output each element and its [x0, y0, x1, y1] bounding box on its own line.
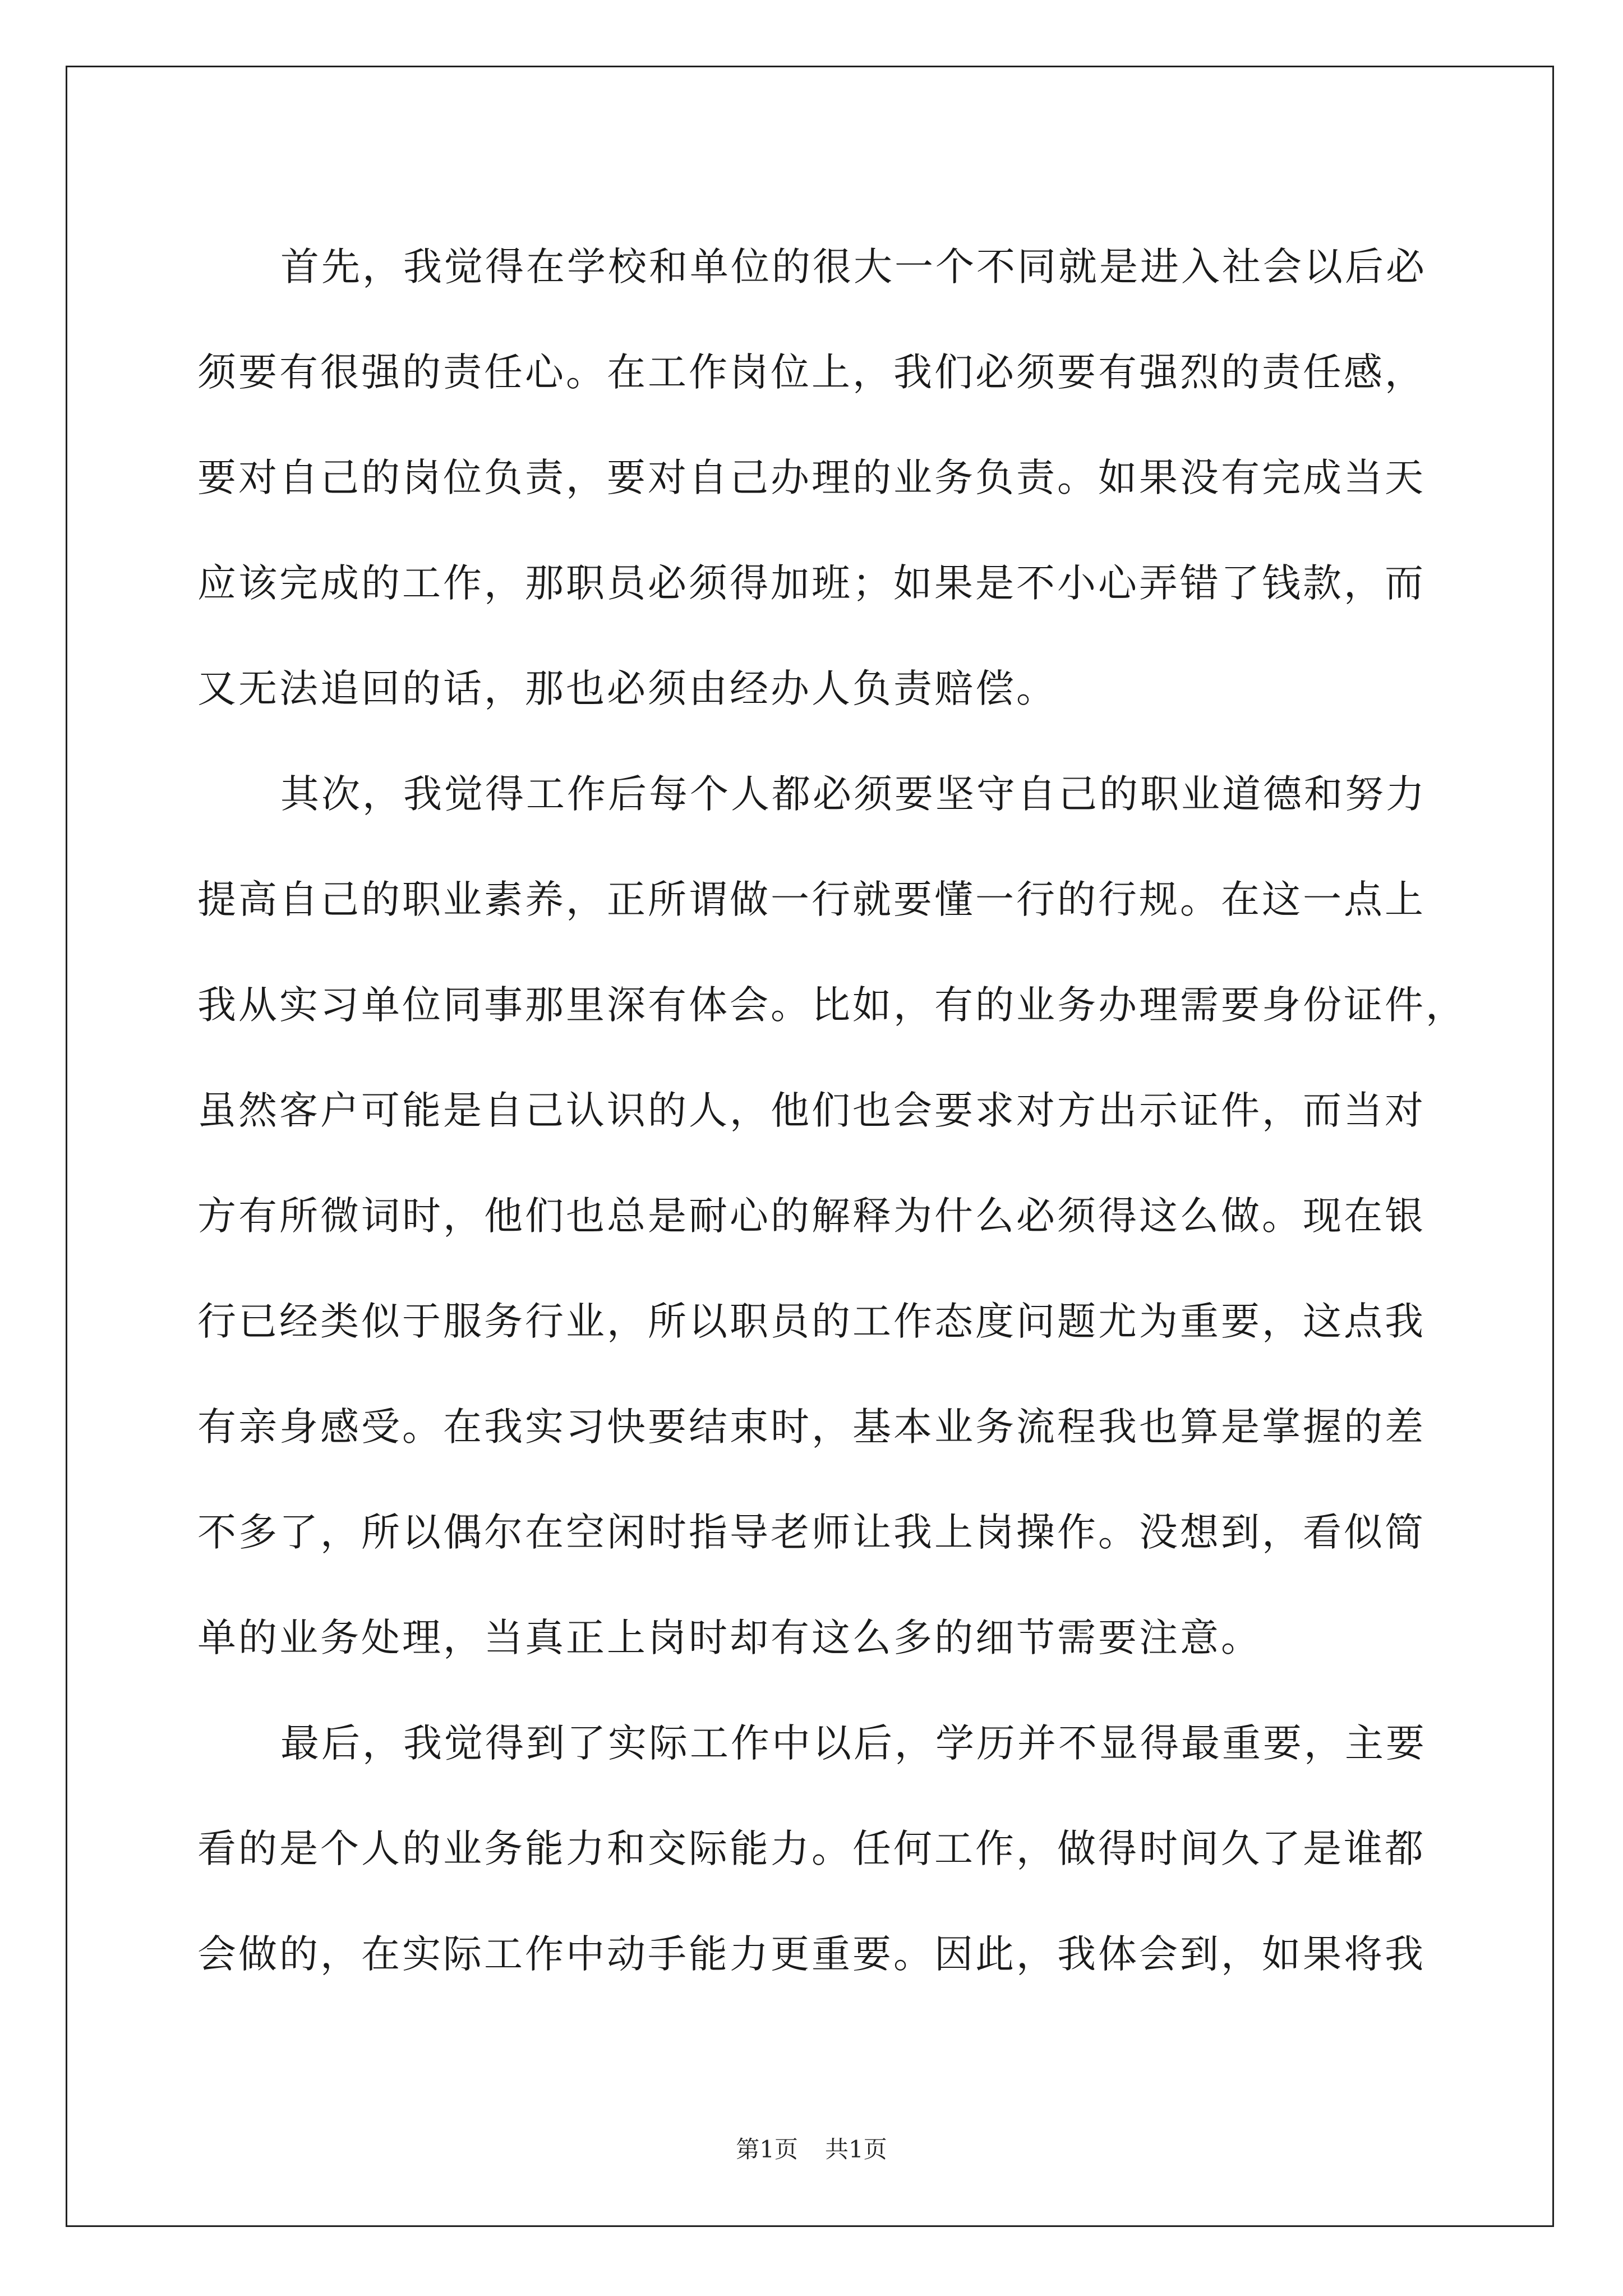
page-number-current: 第1页 — [736, 2136, 798, 2163]
text-line-16: 看的是个人的业务能力和交际能力。任何工作，做得时间久了是谁都 — [197, 1826, 1426, 1871]
text-line-8: 我从实习单位同事那里深有体会。比如，有的业务办理需要身份证件， — [197, 983, 1467, 1028]
text-line-13: 不多了，所以偶尔在空闲时指导老师让我上岗操作。没想到，看似简 — [197, 1510, 1426, 1555]
text-line-14: 单的业务处理，当真正上岗时却有这么多的细节需要注意。 — [197, 1616, 1262, 1660]
document-body — [197, 214, 1467, 2007]
text-line-9: 虽然客户可能是自己认识的人，他们也会要求对方出示证件，而当对 — [197, 1088, 1426, 1133]
text-line-3: 要对自己的岗位负责，要对自己办理的业务负责。如果没有完成当天 — [197, 455, 1426, 500]
text-line-10: 方有所微词时，他们也总是耐心的解释为什么必须得这么做。现在银 — [197, 1194, 1426, 1239]
page-footer — [0, 2133, 1623, 2166]
text-line-11: 行已经类似于服务行业，所以职员的工作态度问题尤为重要，这点我 — [197, 1299, 1426, 1344]
text-line-7: 提高自己的职业素养，正所谓做一行就要懂一行的行规。在这一点上 — [197, 877, 1426, 922]
text-line-6: 其次，我觉得工作后每个人都必须要坚守自己的职业道德和努力 — [280, 772, 1427, 817]
text-line-15: 最后，我觉得到了实际工作中以后，学历并不显得最重要，主要 — [280, 1721, 1427, 1766]
page-number-total: 共1页 — [825, 2136, 887, 2163]
text-line-2: 须要有很强的责任心。在工作岗位上，我们必须要有强烈的责任感， — [197, 350, 1426, 395]
text-line-1: 首先，我觉得在学校和单位的很大一个不同就是进入社会以后必 — [280, 245, 1427, 289]
text-line-4: 应该完成的工作，那职员必须得加班；如果是不小心弄错了钱款，而 — [197, 561, 1426, 606]
text-line-17: 会做的，在实际工作中动手能力更重要。因此，我体会到，如果将我 — [197, 1932, 1426, 1977]
text-line-5: 又无法追回的话，那也必须由经办人负责赔偿。 — [197, 666, 1057, 711]
text-line-12: 有亲身感受。在我实习快要结束时，基本业务流程我也算是掌握的差 — [197, 1405, 1426, 1450]
